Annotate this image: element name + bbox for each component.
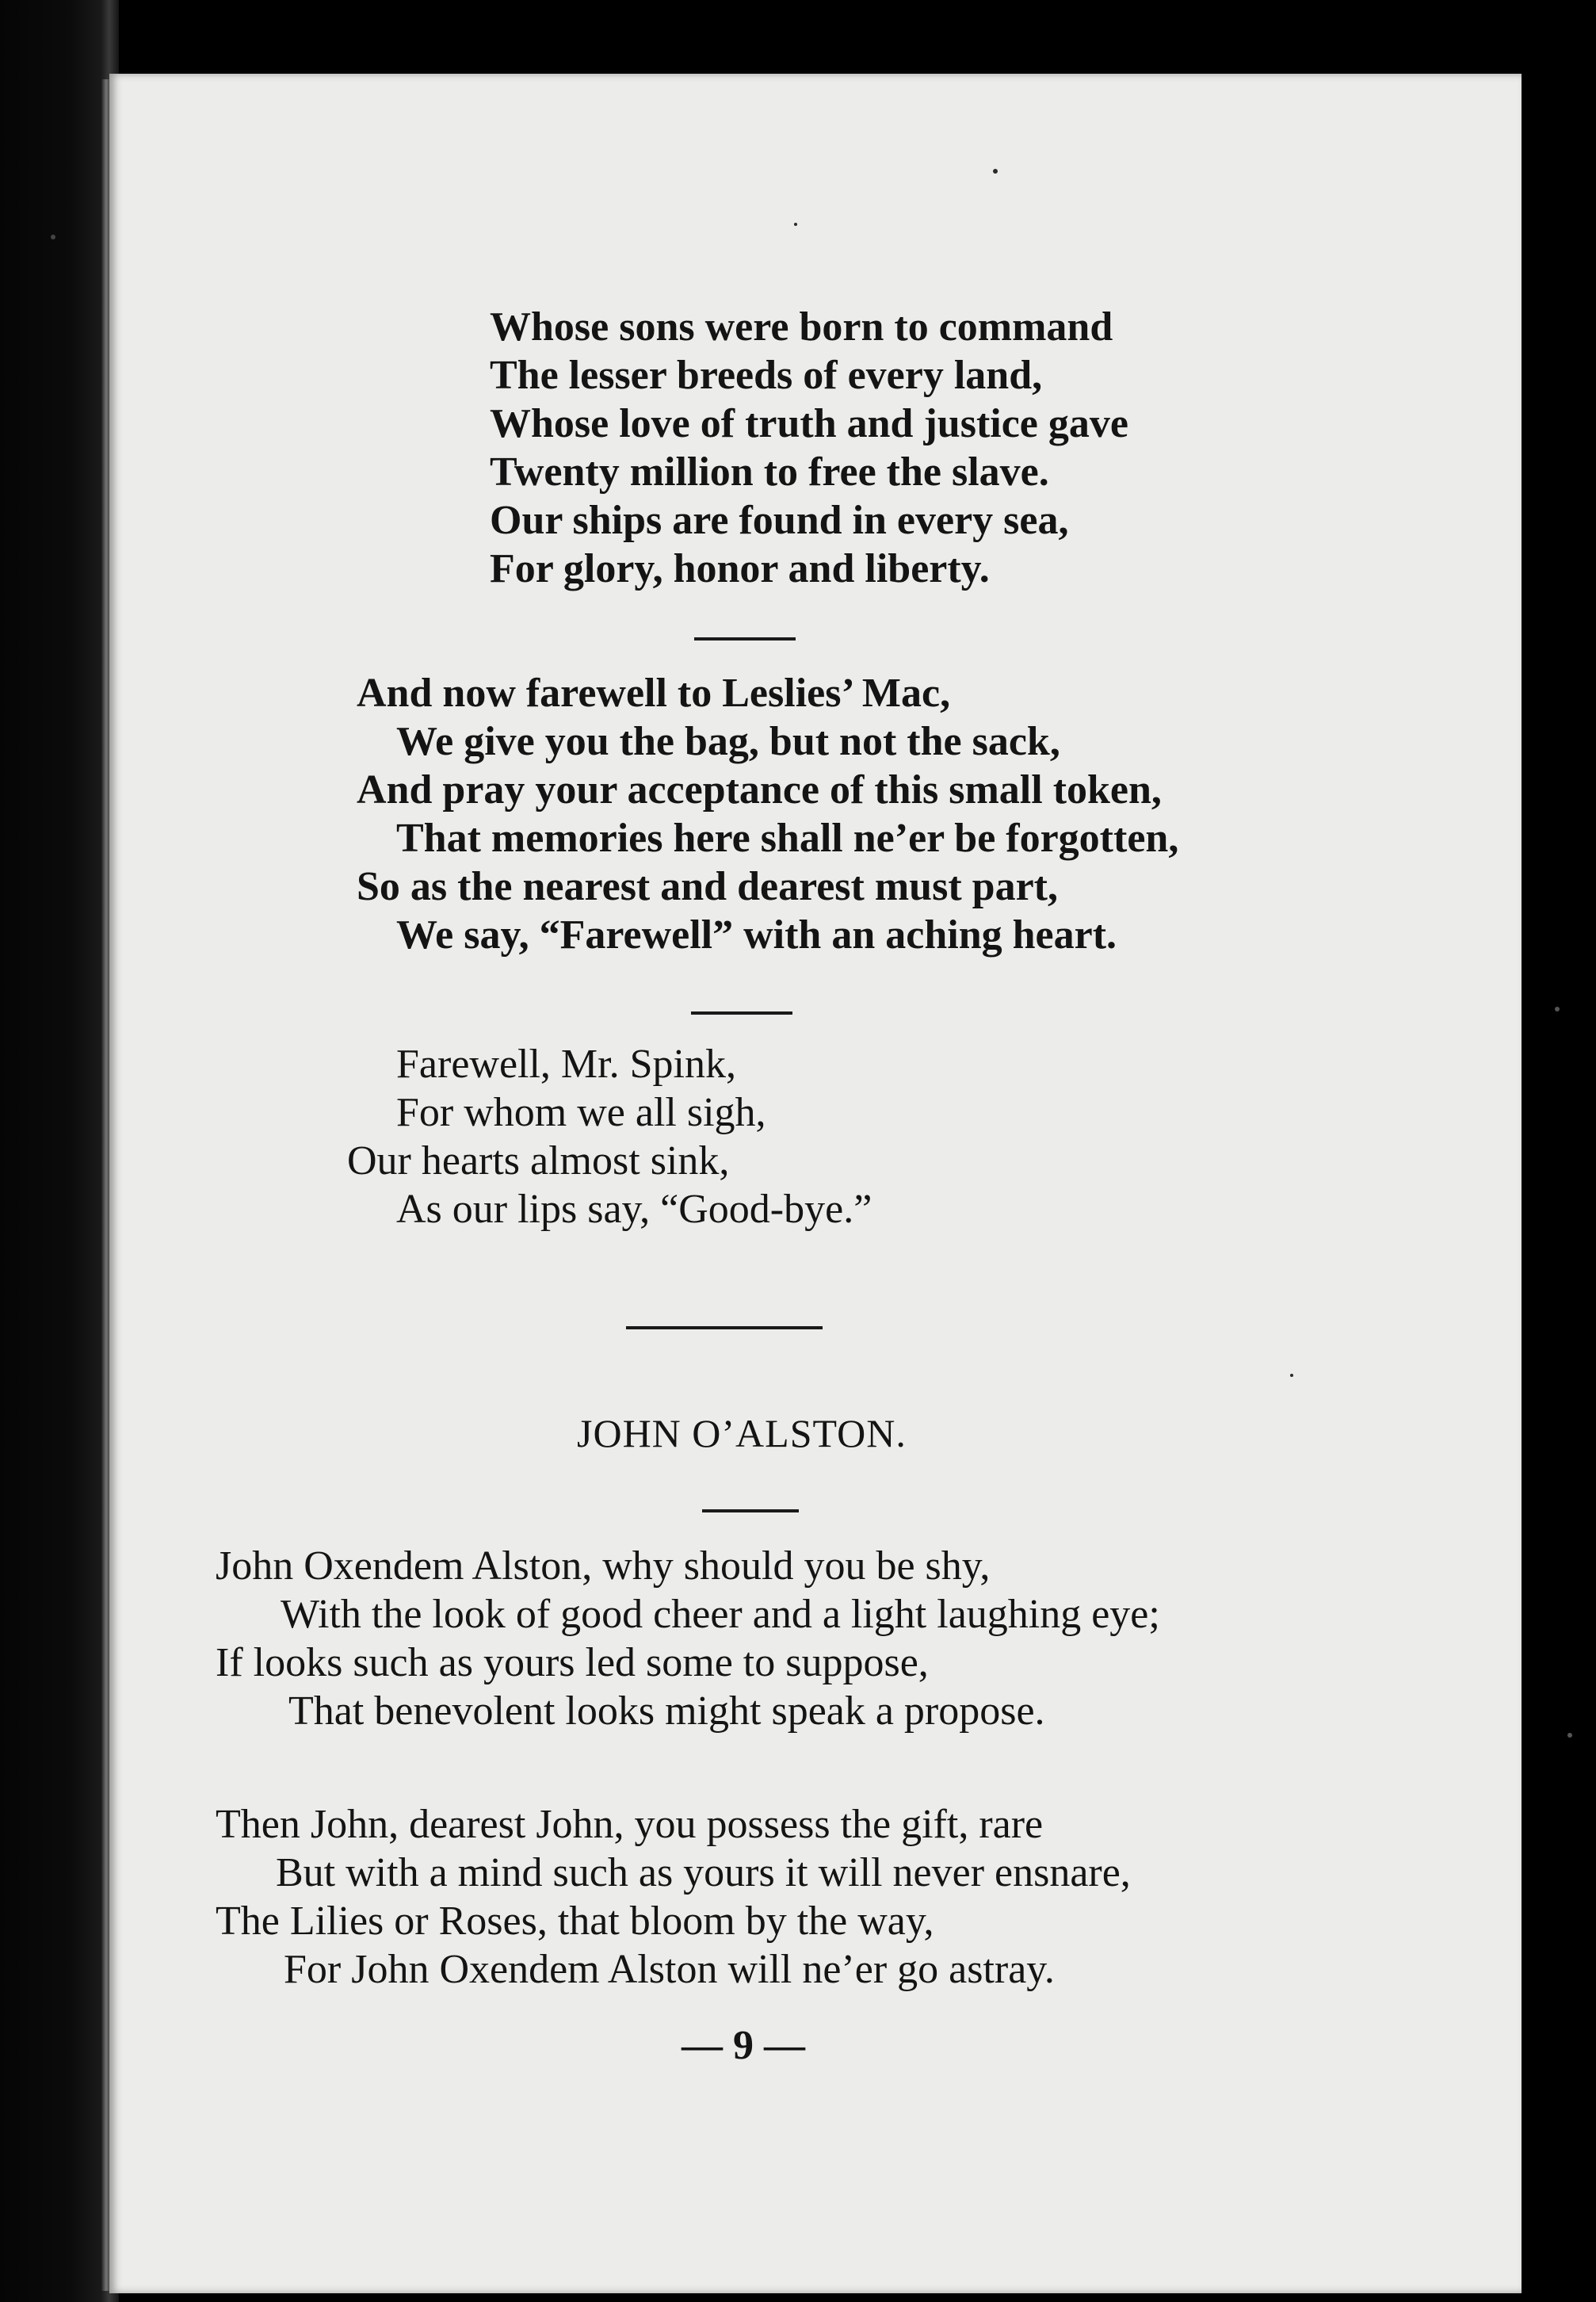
stanza4-line-4: That benevolent looks might speak a propose. [288, 1688, 1045, 1734]
stanza3-line-3: Our hearts almost sink, [347, 1138, 730, 1184]
background-speck [1555, 1007, 1560, 1011]
stanza3-line-1: Farewell, Mr. Spink, [396, 1042, 736, 1087]
page-speck [993, 169, 998, 174]
divider-rule-1 [694, 637, 796, 641]
page-speck [1290, 1374, 1293, 1377]
stanza1-line-4: Twenty million to free the slave. [490, 449, 1049, 495]
stanza4-line-1: John Oxendem Alston, why should you be shy, [216, 1543, 991, 1589]
stanza1-line-1: Whose sons were born to command [490, 304, 1113, 350]
stanza5-line-1: Then John, dearest John, you possess the gift, rare [216, 1802, 1044, 1847]
stanza5-line-4: For John Oxendem Alston will ne’er go astray. [284, 1947, 1055, 1992]
background-speck [1567, 1733, 1572, 1738]
stanza1-line-3: Whose love of truth and justice gave [490, 401, 1128, 446]
stanza2-line-6: We say, “Farewell” with an aching heart. [396, 912, 1117, 958]
stanza1-line-2: The lesser breeds of every land, [490, 353, 1043, 398]
stanza1-line-5: Our ships are found in every sea, [490, 498, 1069, 543]
title-underline-rule [702, 1509, 799, 1512]
stanza1-line-6: For glory, honor and liberty. [490, 546, 990, 591]
stanza2-line-3: And pray your acceptance of this small token, [357, 767, 1162, 813]
poem-title: JOHN O’ALSTON. [577, 1411, 907, 1455]
stanza2-line-4: That memories here shall ne’er be forgotten, [396, 816, 1179, 861]
stanza2-line-5: So as the nearest and dearest must part, [357, 864, 1058, 909]
stanza5-line-2: But with a mind such as yours it will never ensnare, [276, 1850, 1131, 1895]
divider-rule-2 [691, 1011, 792, 1015]
stanza3-line-2: For whom we all sigh, [396, 1090, 766, 1135]
stanza5-line-3: The Lilies or Roses, that bloom by the way, [216, 1899, 934, 1944]
stanza2-line-1: And now farewell to Leslies’ Mac, [357, 671, 951, 716]
page-speck [794, 223, 797, 226]
book-page [109, 74, 1522, 2293]
stanza3-line-4: As our lips say, “Good-bye.” [396, 1187, 872, 1232]
stanza2-line-2: We give you the bag, but not the sack, [396, 719, 1060, 764]
background-speck [51, 235, 55, 239]
stanza4-line-2: With the look of good cheer and a light laughing eye; [281, 1592, 1160, 1637]
page-number: — 9 — [682, 2023, 805, 2068]
stanza4-line-3: If looks such as yours led some to suppose, [216, 1640, 929, 1685]
section-divider [626, 1326, 823, 1329]
